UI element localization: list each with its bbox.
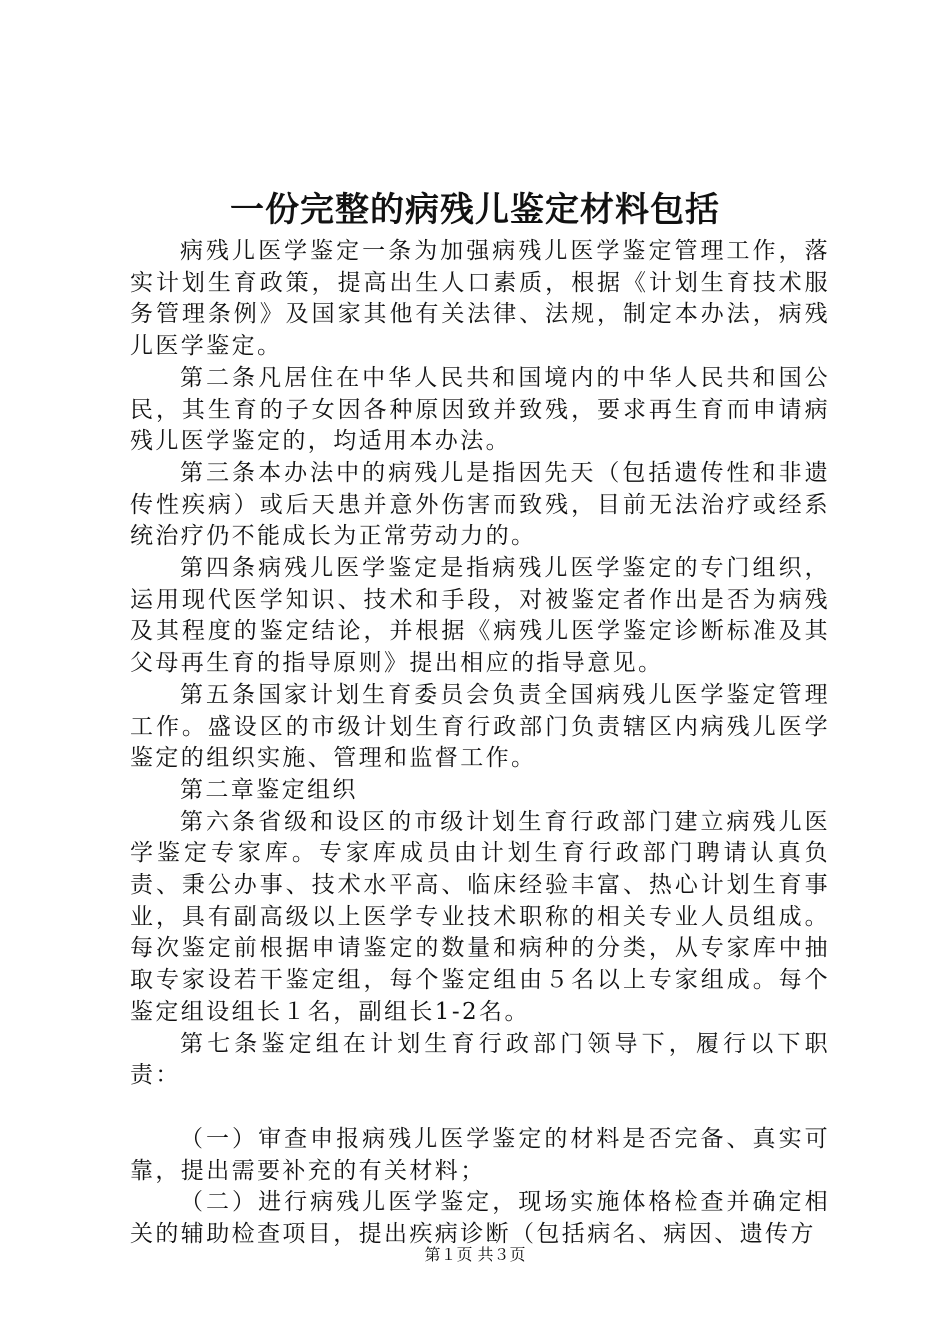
list-item-1: （一）审查申报病残儿医学鉴定的材料是否完备、真实可靠，提出需要补充的有关材料；: [130, 1125, 830, 1184]
paragraph-article-5: 第五条国家计划生育委员会负责全国病残儿医学鉴定管理工作。盛设区的市级计划生育行政部门负责辖区内病残儿医学鉴定的组织实施、管理和监督工作。: [130, 681, 830, 772]
list-item-2: （二）进行病残儿医学鉴定，现场实施体格检查并确定相关的辅助检查项目，提出疾病诊断（包括病名、病因、遗传方: [130, 1189, 830, 1248]
paragraph-article-6: 第六条省级和设区的市级计划生育行政部门建立病残儿医学鉴定专家库。专家库成员由计划生育行政部门聘请认真负责、秉公办事、技术水平高、临床经验丰富、热心计划生育事业，具有副高级以上医学专业技术职称的相关专业人员组成。每次鉴定前根据申请鉴定的数量和病种的分类，从专家库中抽取专家设若干鉴定组，每个鉴定组由５名以上专家组成。每个鉴定组设组长１名，副组长1-2名。: [130, 808, 830, 1025]
chapter-heading: 第二章鉴定组织: [180, 776, 358, 803]
page-number-footer: 第１页 共３页: [424, 1245, 526, 1264]
paragraph-article-4: 第四条病残儿医学鉴定是指病残儿医学鉴定的专门组织，运用现代医学知识、技术和手段，对被鉴定者作出是否为病残及其程度的鉴定结论，并根据《病残儿医学鉴定诊断标准及其父母再生育的指导原则》提出相应的指导意见。: [130, 555, 830, 677]
paragraph-article-3: 第三条本办法中的病残儿是指因先天（包括遗传性和非遗传性疾病）或后天患并意外伤害而致残，目前无法治疗或经系统治疗仍不能成长为正常劳动力的。: [130, 459, 830, 550]
paragraph-article-7: 第七条鉴定组在计划生育行政部门领导下，履行以下职责：: [130, 1030, 830, 1089]
paragraph-spacer: [130, 1092, 830, 1124]
document-title: 一份完整的病残儿鉴定材料包括: [230, 190, 720, 230]
document-body: [130, 236, 830, 1251]
paragraph-article-2: 第二条凡居住在中华人民共和国境内的中华人民共和国公民，其生育的子女因各种原因致并致残，要求再生育而申请病残儿医学鉴定的，均适用本办法。: [130, 364, 830, 455]
paragraph-intro: 病残儿医学鉴定一条为加强病残儿医学鉴定管理工作，落实计划生育政策，提高出生人口素质，根据《计划生育技术服务管理条例》及国家其他有关法律、法规，制定本办法，病残儿医学鉴定。: [130, 238, 830, 360]
